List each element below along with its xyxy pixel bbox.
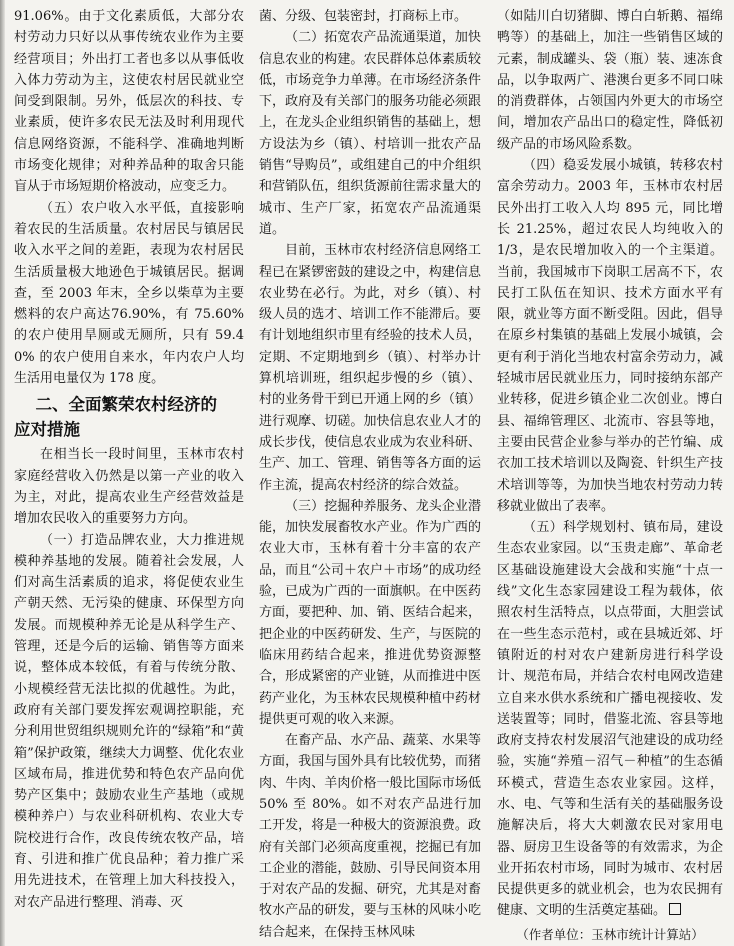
section-heading	[14, 392, 244, 442]
paragraph-brand-agriculture: （一）打造品牌农业，大力推进规模种养基地的发展。随着社会发展，人们对高生活素质的追求，将促使农业生产朝天然、无污染的健康、环保型方向发展。而规模种养无论是从科学生产、管理，还是今后的运输、销售等方面来说，整体成本较低，有着与传统分散、小规模经营无法比拟的优越性。为此，政府有关部门要发挥宏观调控职能，充分利用世贸组织规则允许的“绿箱”和“黄箱”保护政策，继续大力调整、优化农业区域布局，推进优势和特色农产品向优势产区集中；鼓励农业生产基地（或规模种养户）与农业科研机构、农业大专院校进行合作，改良传统农牧产品，培育、引进和推广优良品种；着力推广采用先进技术，在管理上加大科技投入，对农产品进行整理、消毒、灭	[14, 532, 244, 910]
paragraph-info-network: 目前，玉林市农村经济信息网络工程已在紧锣密鼓的建设之中，构建信息农业势在必行。为此，对乡（镇）、村级人员的选才、培训工作不能滞后。要有计划地组织市里有经验的技术人员，定期、不定期地到乡（镇）、村举办计算机培训班，组织起步慢的乡（镇）、村的业务骨干到已开通上网的乡（镇）进行观摩、切磋。加快信息农业人才的成长步伐，使信息农业成为农业科研、生产、加工、管理、销售等各方面的运作主流，提高农村经济的综合效益。	[259, 243, 481, 493]
page-spine-shadow	[0, 0, 5, 946]
paragraph-intro: 在相当长一段时间里，玉林市农村家庭经营收入仍然是以第一产业的收入为主，对此，提高农业生产经营效益是增加农民收入的重要努力方向。	[14, 447, 244, 527]
section-heading-line2: 应对措施	[14, 420, 80, 440]
paragraph-livestock-industry: （三）挖掘种养服务、龙头企业潜能，加快发展畜牧水产业。作为广西的农业大市，玉林有着十分丰富的农产品，而且“公司＋农户＋市场”的成功经验，已成为广西的一面旗帜。在中医药方面，要把种、加、销、医结合起来，把企业的中医药研发、生产，与医院的临床用药结合起来，推进优势资源整合，形成紧密的产业链，从而推进中医药产业化，为玉林农民规模种植中药材提供更可观的收入来源。	[259, 498, 481, 727]
column-middle	[259, 6, 481, 943]
paragraph-small-towns: （四）稳妥发展小城镇，转移农村富余劳动力。2003 年，玉林市农村居民外出打工收入人均 895 元，同比增长 21.25%，超过农民人均纯收入的 1/3，是农民增加收入的一个主渠道。当前，我国城市下岗职工居高不下，农民打工队伍在知识、技术方面水平有限，就业等方面不断受阻。因此，倡导在原乡村集镇的基础上发展小城镇，会更有利于消化当地农村富余劳动力，减轻城市居民就业压力，同时接纳东部产业转移，促进乡镇企业二次创业。博白县、福绵管理区、北流市、容县等地，主要由民营企业参与举办的芒竹编、成衣加工技术培训以及陶瓷、针织生产技术培训等等，为加快当地农村劳动力转移就业做出了表率。	[497, 158, 723, 514]
paragraph-continued: （如陆川白切猪脚、博白白斩鹅、福绵鸭等）的基础上，加注一些销售区域的元素，制成罐头、袋（瓶）装、速冻食品，以争取两广、港澳台更多不同口味的消费群体，占领国内外更大的市场空间，增加农产品出口的稳定性，降低初级产品的市场风险系数。	[497, 9, 723, 152]
paragraph-income-gap: （五）农户收入水平低，直接影响着农民的生活质量。农村居民与镇居民收入水平之间的差距，表现为农村居民生活质量极大地逊色于城镇居民。据调查，至 2003 年末，全乡以柴草为主要燃料的农户高达76.90%，有 75.60% 的农户使用旱厕或无厕所，只有 59.40% 的农户使用自来水，年内农户人均生活用电量仅为 178 度。	[14, 200, 244, 387]
section-heading-line1: 二、全面繁荣农村经济的	[35, 395, 217, 415]
paragraph-distribution-channels: （二）拓宽农产品流通渠道，加快信息农业的构建。农民群体总体素质较低，市场竞争力单薄。在市场经济条件下，政府及有关部门的服务功能必须跟上，在龙头企业组织销售的基础上，想方设法为乡（镇）、村培训一批农产品销售“导购员”，或组建自己的中介组织和营销队伍，组织货源前往需求量大的城市、生产厂家，拓宽农产品流通渠道。	[259, 30, 481, 237]
paragraph-processing: 在畜产品、水产品、蔬菜、水果等方面，我国与国外具有比较优势，而猪肉、牛肉、羊肉价格一般比国际市场低 50% 至 80%。如不对农产品进行加工开发，将是一种极大的资源浪费。政府有关部门必须高度重视，挖掘已有加工企业的潜能，鼓励、引导民间资本用于对农产品的发掘、研究，尤其是对畜牧水产品的研发，要与玉林的风味小吃结合起来，在保持玉林风味	[259, 733, 481, 940]
end-of-article-icon	[669, 903, 681, 915]
author-affiliation: （作者单位：玉林市统计计算站）	[516, 926, 704, 942]
column-right	[497, 6, 723, 945]
column-left	[14, 6, 244, 913]
paragraph-continued: 菌、分级、包装密封，打商标上市。	[259, 9, 468, 24]
paragraph-continued: 91.06%。由于文化素质低，大部分农村劳动力只好以从事传统农业作为主要经营项目；外出打工者也多以从事低收入体力劳动为主，这使农村居民就业空间受到限制。另外，低层次的科技、专业素质，使许多农民无法及时利用现代信息网络资源，不能科学、准确地判断市场变化规律；对种养品种的取舍只能盲从于市场短期价格波动，应变乏力。	[14, 9, 244, 195]
paragraph-eco-village-text: （五）科学规划村、镇布局，建设生态农业家园。以“玉贵走廊”、革命老区基础设施建设大会战和实施“十点一线”文化生态家园建设工程为载体，依照农村生活特点，以点带面，大胆尝试在一些生态示范村，或在县城近郊、圩镇附近的村对农户建新房进行科学设计、规范布局，并结合农村电网改造建立自来水供水系统和广播电视接收、发送装置等；同时，借鉴北流、容县等地政府支持农村发展沼气池建设的成功经验，实施“养殖－沼气－种植”的生态循环模式，营造生态农业家园。这样，水、电、气等和生活有关的基础服务设施解决后，将大大刺激农民对家用电器、厨房卫生设备等的有效需求，为企业开拓农村市场，同时为城市、农村居民提供更多的就业机会，也为农民拥有健康、文明的生活奠定基础。	[497, 520, 723, 919]
paragraph-eco-village	[497, 517, 723, 922]
